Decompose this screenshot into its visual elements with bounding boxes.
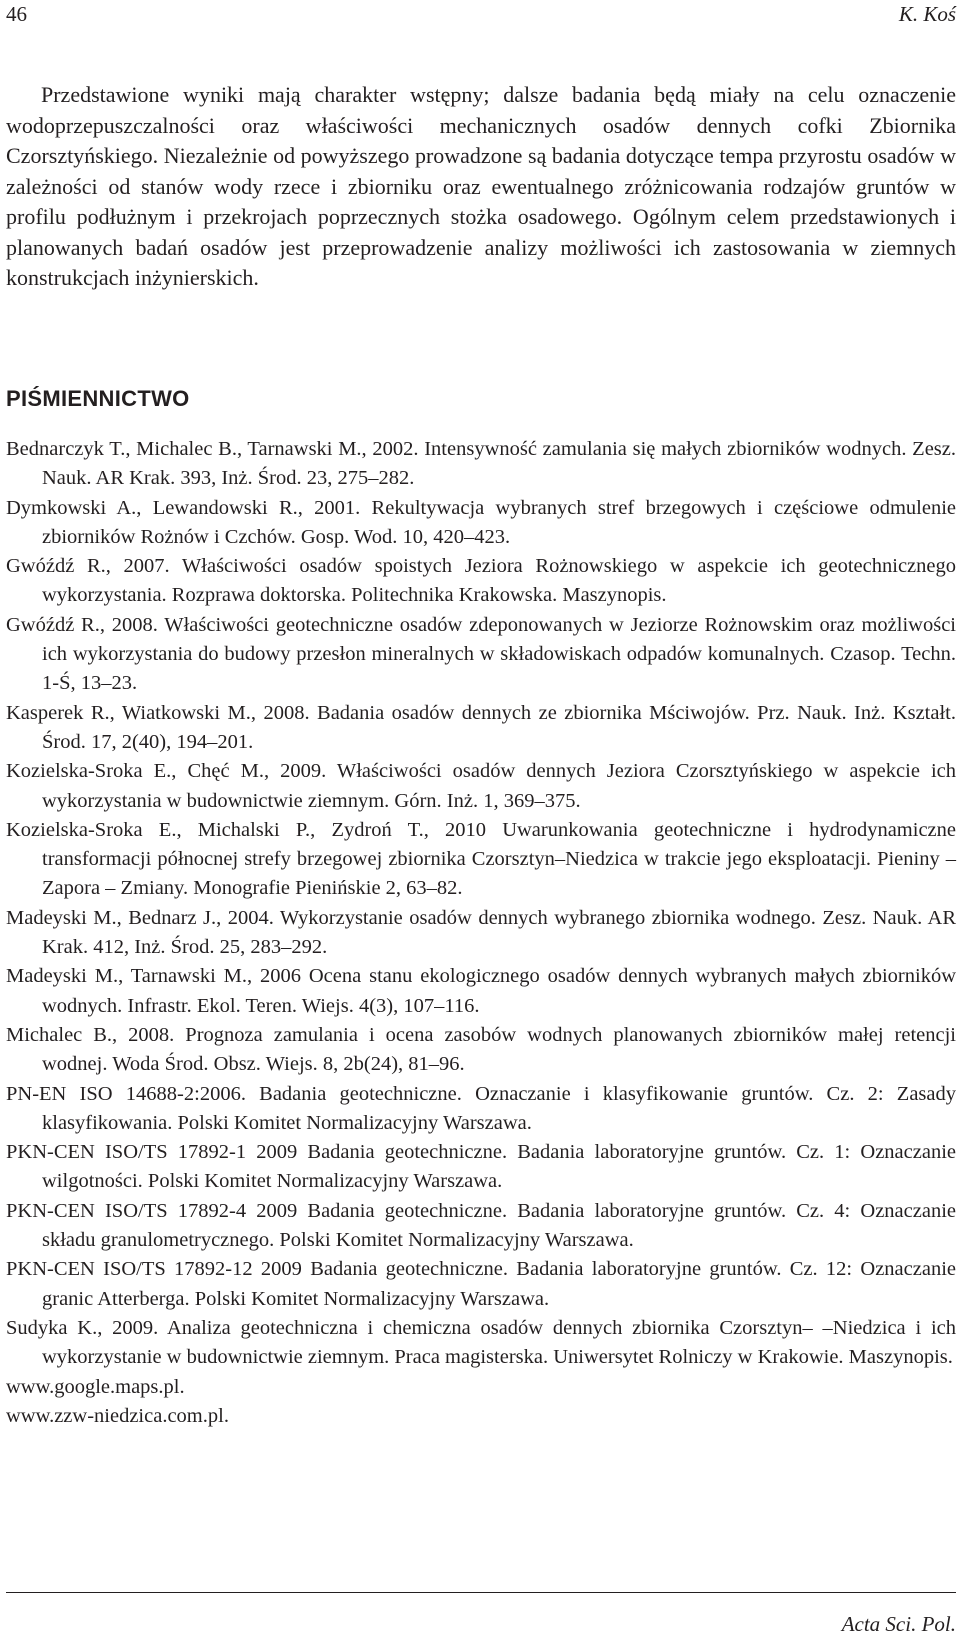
reference-item: Madeyski M., Tarnawski M., 2006 Ocena stanu ekologicznego osadów dennych wybranych małych zbiorników wodnych. Infrastr. Ekol. Teren. Wiejs. 4(3), 107–116. xyxy=(6,965,956,1017)
reference-item: PKN-CEN ISO/TS 17892-4 2009 Badania geotechniczne. Badania laboratoryjne gruntów. Cz. 4: Oznaczanie składu granulometrycznego. Polski Komitet Normalizacyjny Warszawa. xyxy=(6,1199,956,1252)
reference-item: Madeyski M., Bednarz J., 2004. Wykorzystanie osadów dennych wybranego zbiornika wodnego. Zesz. Nauk. AR Krak. 412, Inż. Środ. 25, 283–292. xyxy=(6,906,956,959)
running-header xyxy=(6,2,956,34)
footer-divider xyxy=(6,1592,956,1593)
reference-item: Bednarczyk T., Michalec B., Tarnawski M., 2002. Intensywność zamulania się małych zbiorników wodnych. Zesz. Nauk. AR Krak. 393, Inż. Środ. 23, 275–282. xyxy=(6,438,956,490)
reference-list xyxy=(6,435,956,1431)
reference-link[interactable]: www.zzw-niedzica.com.pl. xyxy=(6,1404,229,1427)
reference-item: Sudyka K., 2009. Analiza geotechniczna i chemiczna osadów dennych zbiornika Czorsztyn– –Niedzica i ich wykorzystanie w budownictwie ziemnym. Praca magisterska. Uniwersytet Rolniczy w Krakowie. Maszynopis. xyxy=(6,1316,956,1369)
intro-paragraph: Przedstawione wyniki mają charakter wstępny; dalsze badania będą miały na celu oznaczenie wodoprzepuszczalności oraz właściwości mechanicznych osadów dennych cofki Zbiornika Czorsztyńskiego. Niezależnie od powyższego prowadzone są badania dotyczące tempa przyrostu osadów w zależności od stanów wody rzece i zbiorniku oraz ewentualnego zróżnicowania rodzajów gruntów w profilu podłużnym i przekrojach poprzecznych stożka osadowego. Ogólnym celem przedstawionych i planowanych badań osadów jest przeprowadzenie analizy możliwości ich zastosowania w ziemnych konstrukcjach inżynierskich. xyxy=(6,82,956,290)
reference-item: Gwóźdź R., 2007. Właściwości osadów spoistych Jeziora Rożnowskiego w aspekcie ich geotechnicznego wykorzystania. Rozprawa doktorska. Politechnika Krakowska. Maszynopis. xyxy=(6,555,956,607)
reference-item: PN-EN ISO 14688-2:2006. Badania geotechniczne. Oznaczanie i klasyfikowanie gruntów. Cz. 2: Zasady klasyfikowania. Polski Komitet Normalizacyjny Warszawa. xyxy=(6,1082,956,1134)
section-heading-references: PIŚMIENNICTWO xyxy=(6,386,190,411)
reference-link[interactable]: www.google.maps.pl. xyxy=(6,1375,185,1398)
reference-item: Gwóźdź R., 2008. Właściwości geotechniczne osadów zdeponowanych w Jeziorze Rożnowskim oraz możliwości ich wykorzystania do budowy przesłon mineralnych w składowiskach odpadów komunalnych. Czasop. Techn. 1-Ś, 13–23. xyxy=(6,613,956,695)
reference-item: Kozielska-Sroka E., Michalski P., Zydroń T., 2010 Uwarunkowania geotechniczne i hydrodynamiczne transformacji północnej strefy brzegowej zbiornika Czorsztyn–Niedzica w trakcie jego eksploatacji. Pieniny – Zapora – Zmiany. Monografie Pienińskie 2, 63–82. xyxy=(6,818,956,900)
reference-item: Kasperek R., Wiatkowski M., 2008. Badania osadów dennych ze zbiornika Mściwojów. Prz. Nauk. Inż. Kształt. Środ. 17, 2(40), 194–201. xyxy=(6,701,956,753)
running-author: K. Koś xyxy=(898,2,956,26)
reference-item: PKN-CEN ISO/TS 17892-1 2009 Badania geotechniczne. Badania laboratoryjne gruntów. Cz. 1: Oznaczanie wilgotności. Polski Komitet Normalizacyjny Warszawa. xyxy=(6,1141,956,1193)
reference-item: Dymkowski A., Lewandowski R., 2001. Rekultywacja wybranych stref brzegowych i częściowe odmulenie zbiorników Rożnów i Czchów. Gosp. Wod. 10, 420–423. xyxy=(6,496,956,548)
footer-journal-name: Acta Sci. Pol. xyxy=(841,1612,956,1636)
reference-item: Kozielska-Sroka E., Chęć M., 2009. Właściwości osadów dennych Jeziora Czorsztyńskiego w aspekcie ich wykorzystania w budownictwie ziemnym. Górn. Inż. 1, 369–375. xyxy=(6,760,956,812)
page-number: 46 xyxy=(6,2,27,26)
reference-item: Michalec B., 2008. Prognoza zamulania i ocena zasobów wodnych planowanych zbiorników małej retencji wodnej. Woda Środ. Obsz. Wiejs. 8, 2b(24), 81–96. xyxy=(6,1023,956,1076)
reference-item: PKN-CEN ISO/TS 17892-12 2009 Badania geotechniczne. Badania laboratoryjne gruntów. Cz. 12: Oznaczanie granic Atterberga. Polski Komitet Normalizacyjny Warszawa. xyxy=(6,1258,956,1310)
